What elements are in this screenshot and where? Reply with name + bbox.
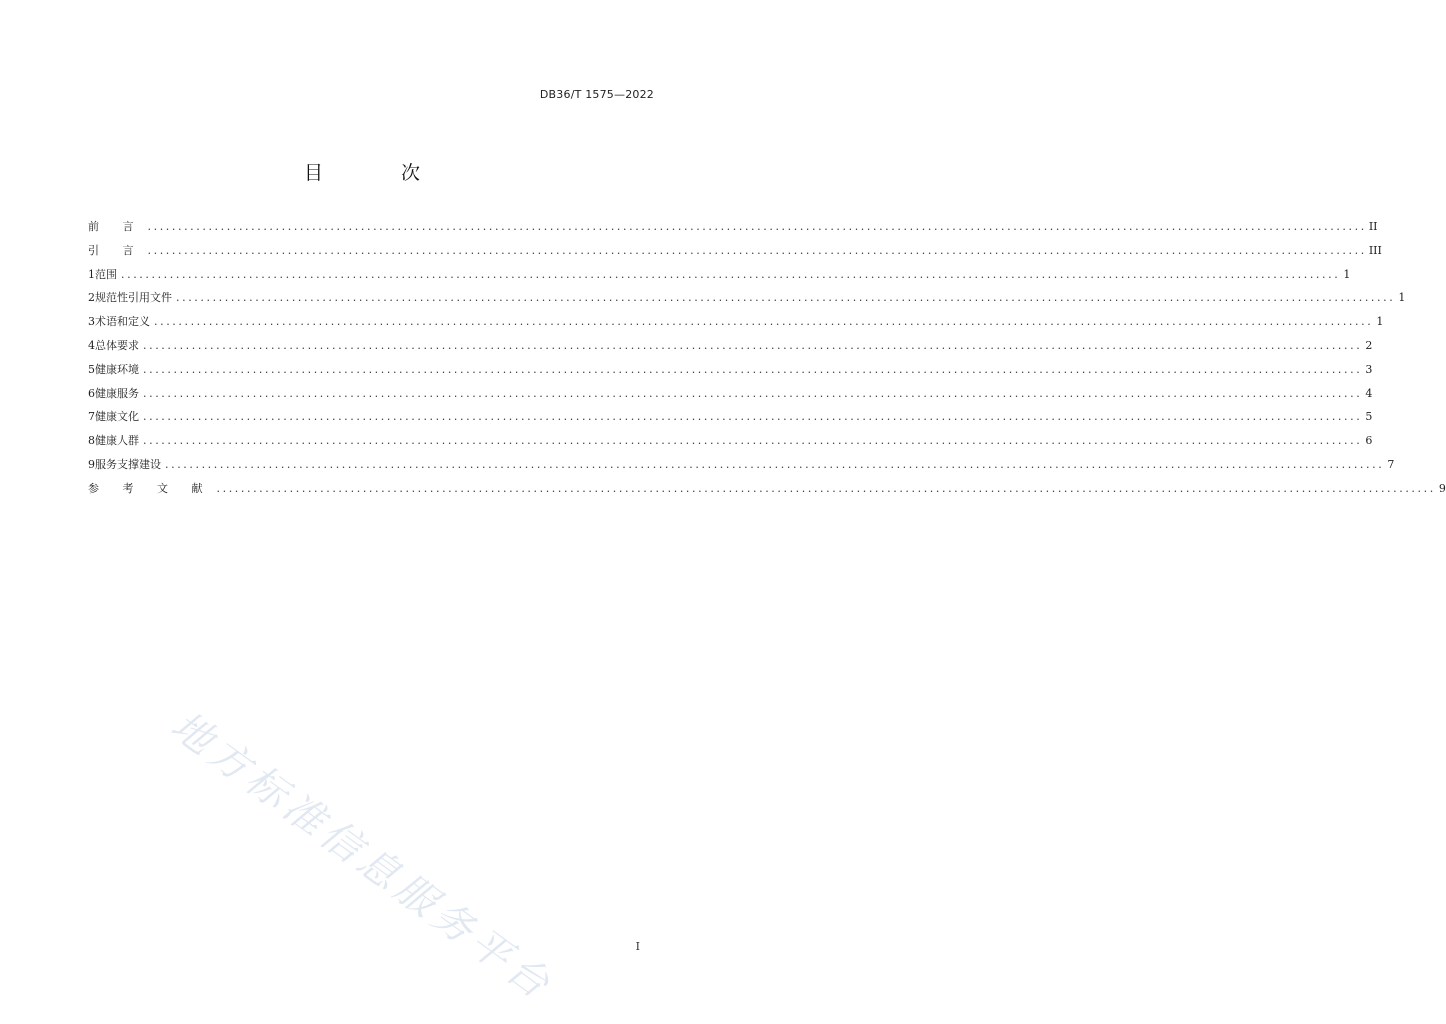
toc-entry[interactable] <box>88 289 1406 313</box>
toc-entry-number: 4 <box>88 338 95 352</box>
toc-entry-number: 8 <box>88 434 95 448</box>
toc-dot-leader: ........................................................................................................................................................................................................ <box>121 267 1341 281</box>
toc-dot-leader: ........................................................................................................................................................................................................ <box>143 338 1363 352</box>
toc-dot-leader: ........................................................................................................................................................................................................ <box>143 434 1363 448</box>
toc-entry[interactable] <box>88 218 1378 242</box>
toc-entry[interactable] <box>88 456 1395 480</box>
toc-entry-page: 2 <box>1365 338 1373 352</box>
toc-entry-label: 规范性引用文件 <box>95 291 172 305</box>
toc-entry[interactable] <box>88 480 1446 504</box>
toc-entry-page: II <box>1368 220 1378 233</box>
toc-entry-label: 参 考 文 献 <box>88 481 213 495</box>
toc-dot-leader: ........................................................................................................................................................................................................ <box>143 410 1363 424</box>
toc-entry-page: 1 <box>1398 291 1406 305</box>
toc-dot-leader: ........................................................................................................................................................................................................ <box>147 220 1367 233</box>
toc-entry-number: 2 <box>88 291 95 305</box>
toc-entry-page: 6 <box>1365 434 1373 448</box>
toc-entry-label: 健康服务 <box>95 386 139 400</box>
toc-dot-leader: ........................................................................................................................................................................................................ <box>147 243 1367 257</box>
toc-entry-page: 5 <box>1365 410 1373 424</box>
toc-entry[interactable] <box>88 313 1384 337</box>
toc-entry-page: 4 <box>1365 386 1373 400</box>
toc-entry-number: 1 <box>88 267 95 281</box>
toc-entry-number: 7 <box>88 410 95 424</box>
toc-dot-leader: ........................................................................................................................................................................................................ <box>165 457 1385 471</box>
toc-entry[interactable] <box>88 266 1351 290</box>
toc-entry[interactable] <box>88 385 1373 409</box>
toc-entry-label: 健康文化 <box>95 410 139 424</box>
page-title: 目 次 <box>303 162 457 184</box>
toc-entry-label: 前 言 <box>88 220 144 233</box>
watermark: 地方标准信息服务平台 <box>162 702 562 1011</box>
toc-entry[interactable] <box>88 361 1373 385</box>
toc-entry-number: 3 <box>88 315 95 329</box>
toc-dot-leader: ........................................................................................................................................................................................................ <box>143 362 1363 376</box>
toc-entry-label: 服务支撑建设 <box>95 457 161 471</box>
toc-entry[interactable] <box>88 408 1373 432</box>
document-code: DB36/T 1575—2022 <box>539 88 654 101</box>
toc-entry-page: III <box>1368 243 1382 257</box>
toc-entry-label: 引 言 <box>88 243 144 257</box>
toc-dot-leader: ........................................................................................................................................................................................................ <box>154 315 1374 329</box>
toc-dot-leader: ........................................................................................................................................................................................................ <box>143 386 1363 400</box>
toc-entry-page: 7 <box>1387 457 1395 471</box>
toc-entry-label: 术语和定义 <box>95 315 150 329</box>
toc-entry[interactable] <box>88 432 1373 456</box>
toc-entry-label: 健康人群 <box>95 434 139 448</box>
toc-entry-label: 总体要求 <box>95 338 139 352</box>
toc-entry-label: 健康环境 <box>95 362 139 376</box>
toc-entry-number: 5 <box>88 362 95 376</box>
toc-entry-page: 1 <box>1376 315 1384 329</box>
toc-entry-page: 1 <box>1343 267 1351 281</box>
toc-entry-page: 9 <box>1438 481 1446 495</box>
table-of-contents <box>88 218 1446 504</box>
toc-entry[interactable] <box>88 242 1382 266</box>
toc-dot-leader: ........................................................................................................................................................................................................ <box>216 481 1436 495</box>
toc-entry-number: 9 <box>88 457 95 471</box>
toc-entry-number: 6 <box>88 386 95 400</box>
toc-entry[interactable] <box>88 337 1373 361</box>
toc-dot-leader: ........................................................................................................................................................................................................ <box>176 291 1396 305</box>
page-number: I <box>635 940 640 953</box>
toc-entry-page: 3 <box>1365 362 1373 376</box>
toc-entry-label: 范围 <box>95 267 117 281</box>
